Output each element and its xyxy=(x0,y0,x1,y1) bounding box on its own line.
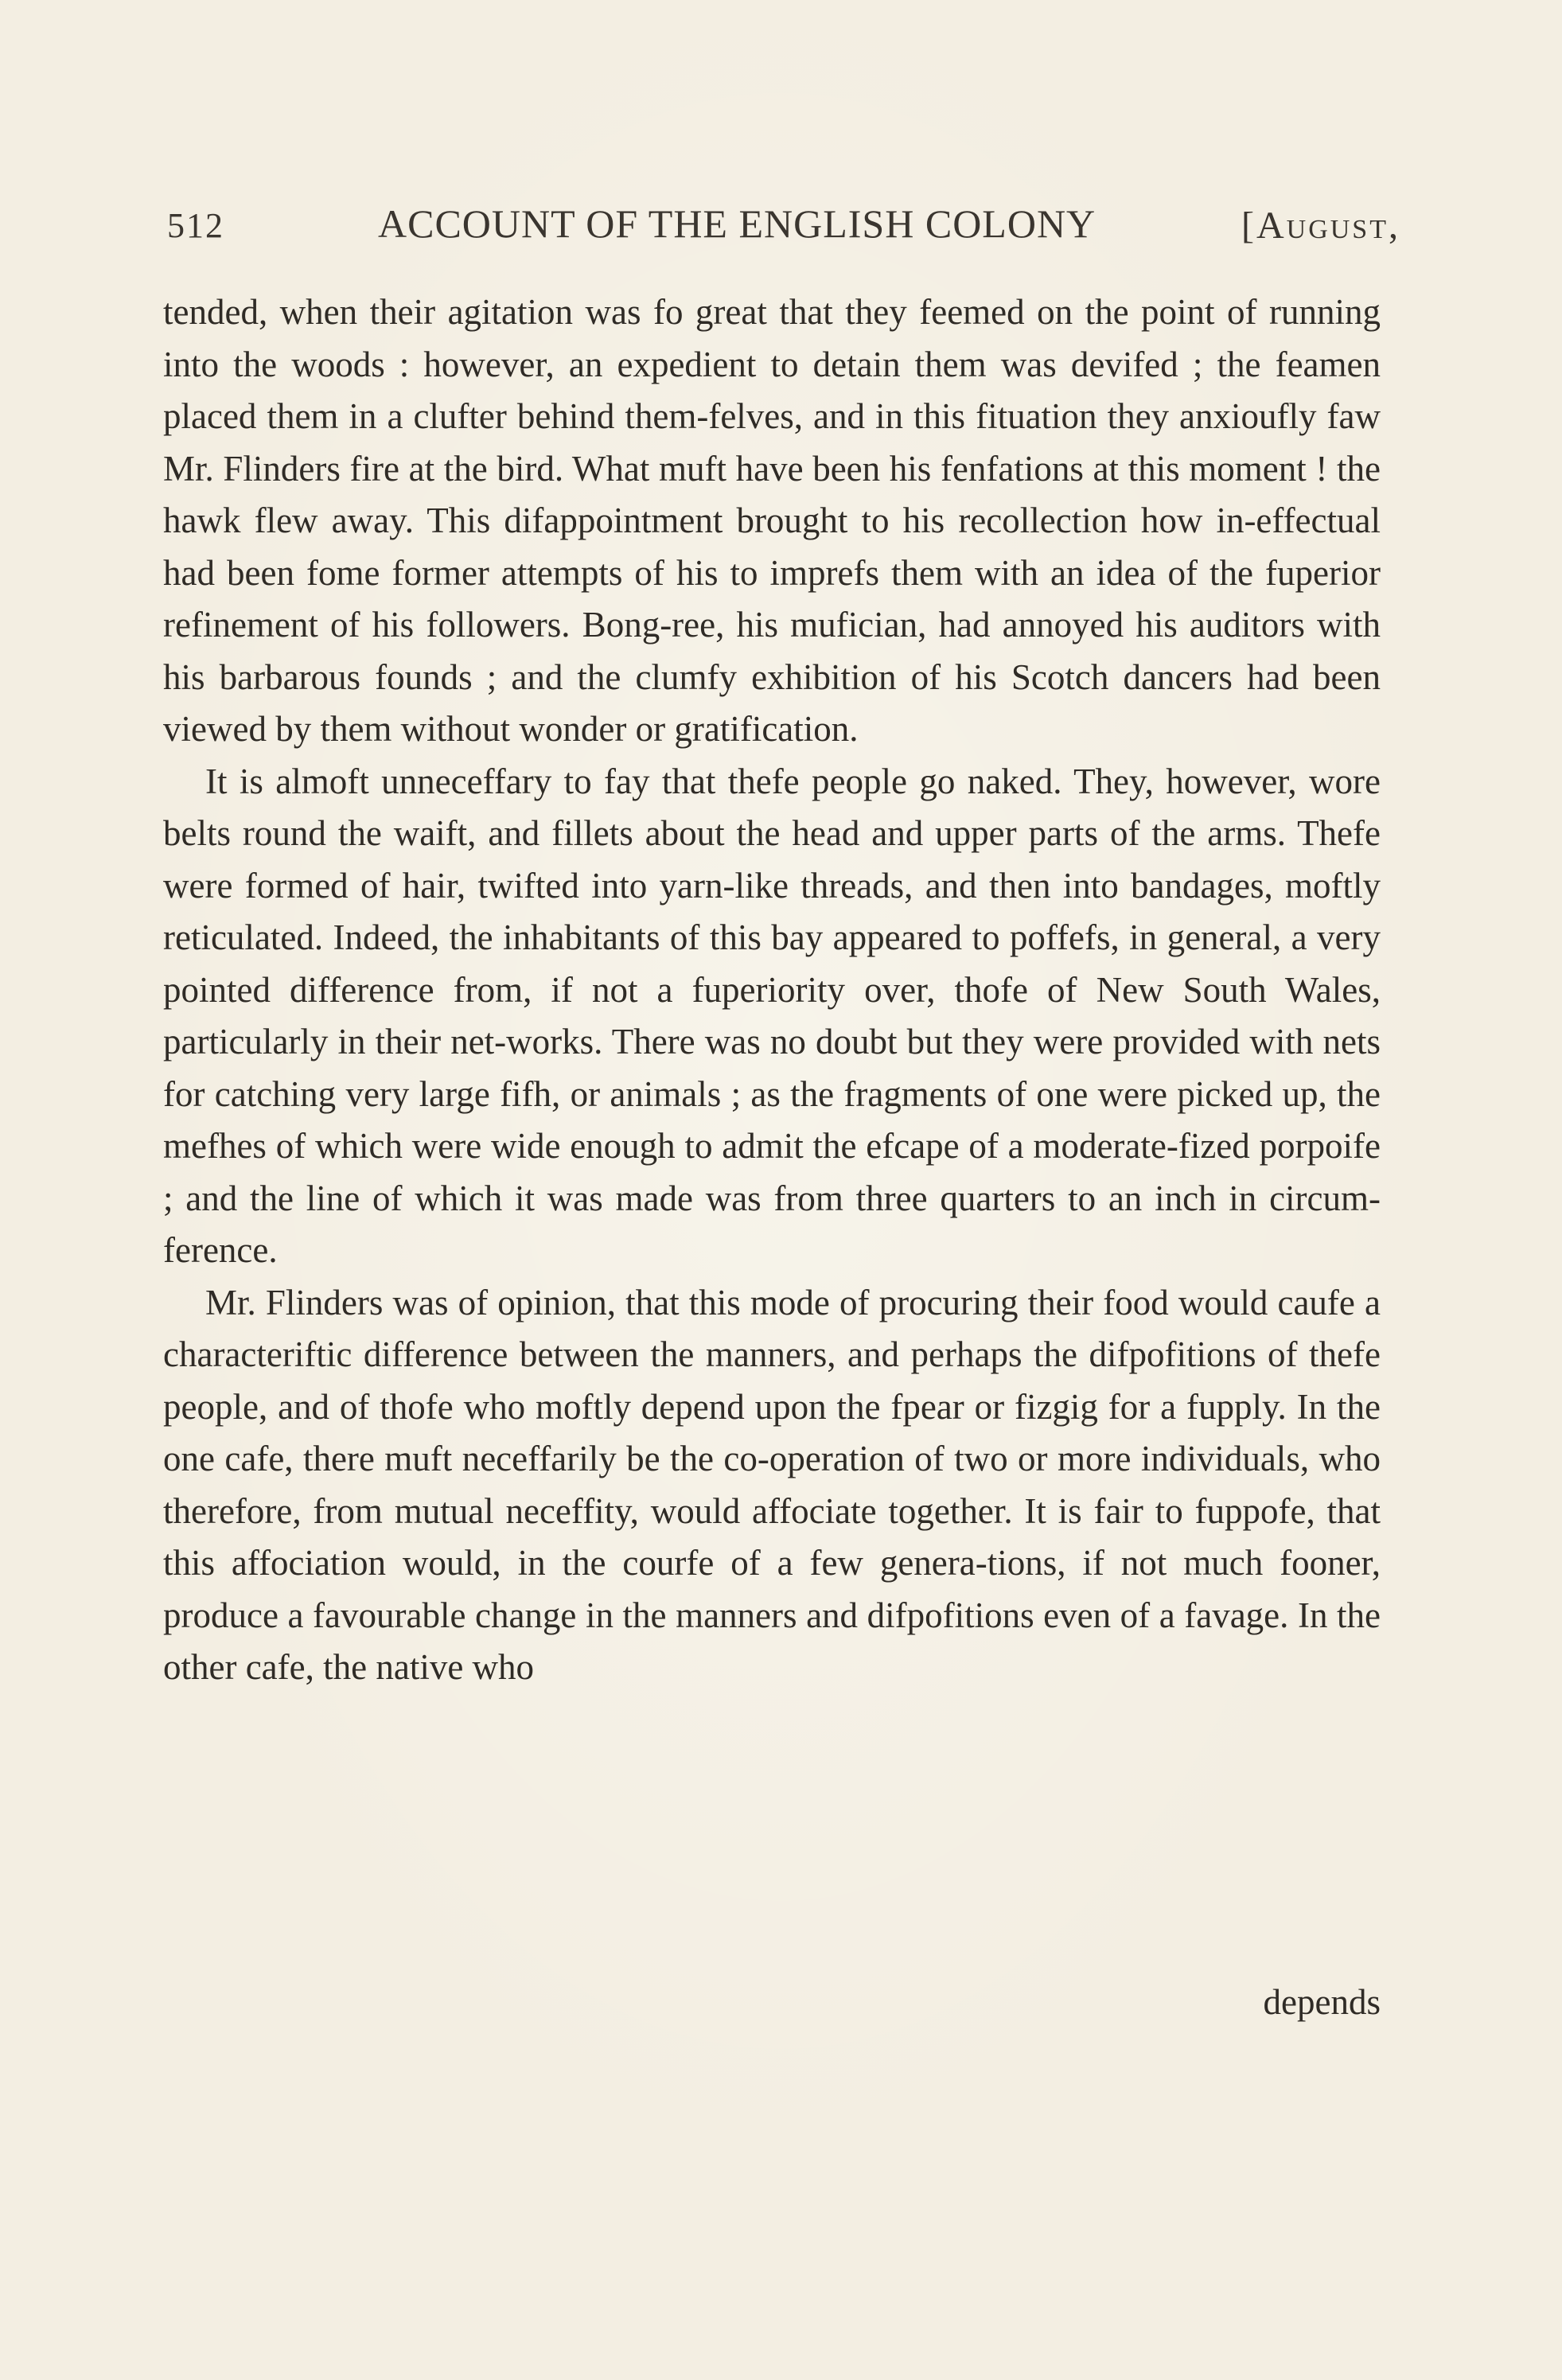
running-date: [August, xyxy=(1241,205,1400,247)
paragraph-3: Mr. Flinders was of opinion, that this mode of procuring their food would caufe a characteriftic difference between the manners, and perhaps the difpofitions of thefe people, and of thofe who moftly depend upon the fpear or fizgig for a fupply. In the one cafe, there muft neceffarily be the co-operation of two or more individuals, who therefore, from mutual neceffity, would affociate together. It is fair to fuppofe, that this affociation would, in the courfe of a few genera-tions, if not much fooner, produce a favourable change in the manners and difpofitions even of a favage. In the other cafe, the native who xyxy=(163,1282,1381,1687)
running-head xyxy=(159,201,1400,256)
paragraph-2: It is almoft unneceffary to fay that thefe people go naked. They, however, wore belts round the waift, and fillets about the head and upper parts of the arms. Thefe were formed of hair, twifted into yarn-like threads, and then into bandages, moftly reticulated. Indeed, the inhabitants of this bay appeared to poffefs, in general, a very pointed difference from, if not a fuperiority over, thofe of New South Wales, particularly in their net-works. There was no doubt but they were provided with nets for catching very large fifh, or animals ; as the fragments of one were picked up, the mefhes of which were wide enough to admit the efcape of a moderate-fized porpoife ; and the line of which it was made was from three quarters to an inch in circum-ference. xyxy=(163,761,1381,1270)
body-text xyxy=(163,286,1381,1694)
running-title: ACCOUNT OF THE ENGLISH COLONY xyxy=(378,201,1097,246)
page-number: 512 xyxy=(167,206,224,245)
paragraph-1: tended, when their agitation was fo great that they feemed on the point of running into the woods : however, an expedient to detain them was devifed ; the feamen placed them in a clufter behind them-felves, and in this fituation they anxioufly faw Mr. Flinders fire at the bird. What muft have been his fenfations at this moment ! the hawk flew away. This difappointment brought to his recollection how in-effectual had been fome former attempts of his to imprefs them with an idea of the fuperior refinement of his followers. Bong-ree, his mufician, had annoyed his auditors with his barbarous founds ; and the clumfy exhibition of his Scotch dancers had been viewed by them without wonder or gratification. xyxy=(163,292,1381,749)
catchword: depends xyxy=(1263,1982,1381,2022)
